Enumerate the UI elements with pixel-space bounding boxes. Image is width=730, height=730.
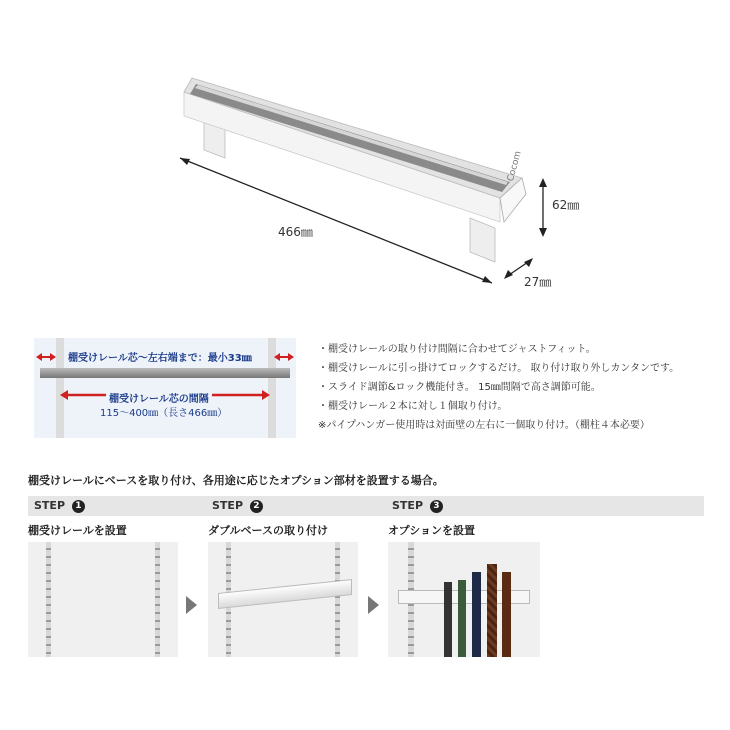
- step-3-header: [392, 496, 443, 516]
- step-bar: [28, 496, 704, 516]
- feature-item: ・スライド調節&ロック機能付き。 15㎜間隔で高さ調節可能。: [318, 382, 601, 393]
- step-label: STEP: [392, 499, 424, 512]
- section-title: 棚受けレールにベースを取り付け、各用途に応じたオプション部材を設置する場合。: [28, 474, 444, 487]
- rail-bar: [40, 368, 290, 378]
- next-arrow-icon: [368, 596, 379, 614]
- step-3-photo: [388, 542, 540, 657]
- next-arrow-icon: [186, 596, 197, 614]
- step-label: STEP: [34, 499, 66, 512]
- step-label: STEP: [212, 499, 244, 512]
- step-1-title: 棚受けレールを設置: [28, 524, 127, 537]
- double-base-bar: [218, 579, 352, 609]
- feature-item: ・棚受けレールに引っ掛けてロックするだけ。 取り付け取り外しカンタンです。: [318, 363, 680, 374]
- step-2-photo: [208, 542, 358, 657]
- feature-item: ・棚受けレールの取り付け間隔に合わせてジャストフィット。: [318, 344, 596, 355]
- margin-arrows: [34, 350, 296, 364]
- step-2-title: ダブルベースの取り付け: [208, 524, 329, 537]
- feature-item: ・棚受けレール２本に対し１個取り付け。: [318, 401, 508, 412]
- dim-height-label: 62㎜: [552, 198, 580, 212]
- step-number-badge: 2: [250, 500, 263, 513]
- belt-brown: [487, 564, 497, 657]
- dim-width-label: 466㎜: [278, 225, 313, 239]
- step-number-badge: 3: [430, 500, 443, 513]
- step-1-photo: [28, 542, 178, 657]
- product-illustration: [170, 70, 590, 300]
- belt-olive: [458, 580, 466, 657]
- step-3-title: オプションを設置: [388, 524, 476, 537]
- spacing-diagram: [34, 338, 296, 438]
- belt-navy: [472, 572, 481, 657]
- step-1-header: [34, 496, 85, 516]
- feature-note: ※パイプハンガー使用時は対面壁の左右に一個取り付け。（棚柱４本必要）: [318, 420, 650, 431]
- dim-depth-label: 27㎜: [524, 275, 552, 289]
- step-number-badge: 1: [72, 500, 85, 513]
- belt-brown-2: [502, 572, 511, 657]
- belt-dark: [444, 582, 452, 657]
- min-margin-label: 棚受けレール芯〜左右端まで：最小33㎜: [68, 353, 252, 364]
- spacing-label-2: 115〜400㎜（長さ466㎜）: [100, 408, 228, 419]
- feature-list: [318, 340, 718, 435]
- spacing-label-1: 棚受けレール芯の間隔: [106, 390, 212, 405]
- brand-mark: Cocom: [506, 150, 524, 183]
- step-2-header: [212, 496, 263, 516]
